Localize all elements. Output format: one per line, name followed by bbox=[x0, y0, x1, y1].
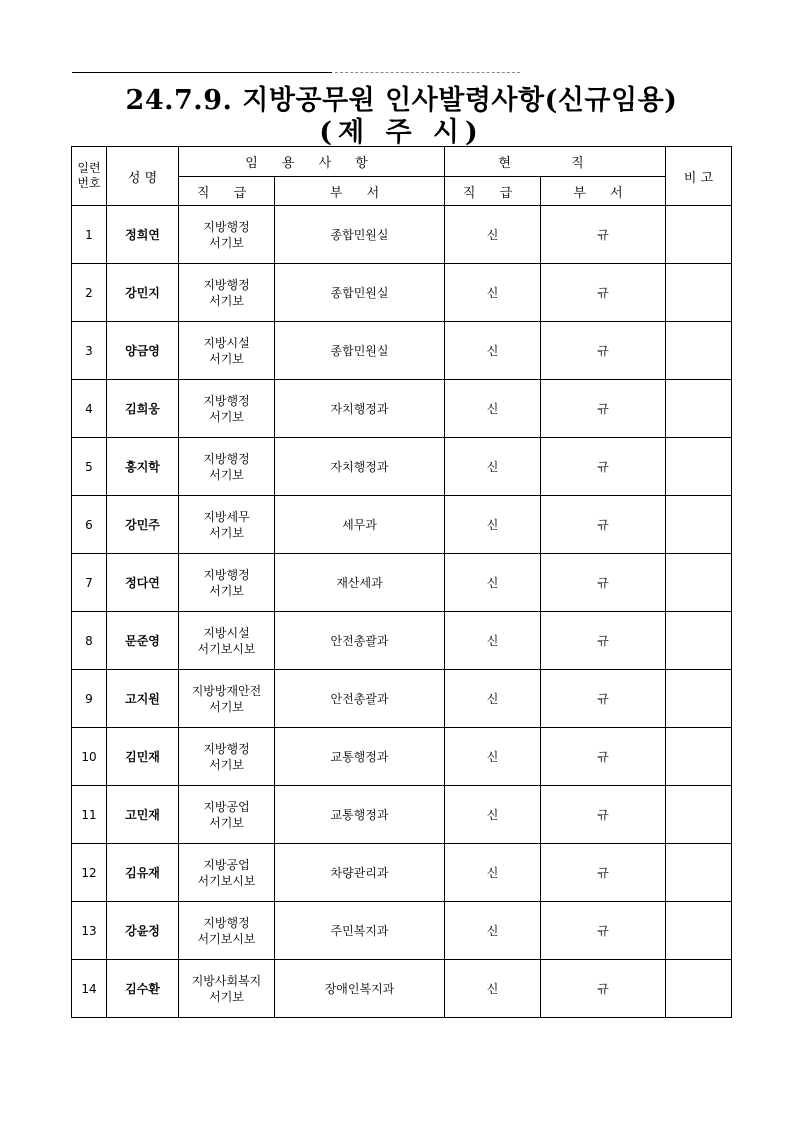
cell-cur-dept: 규 bbox=[541, 728, 666, 786]
cell-rank-line2: 서기보 bbox=[209, 525, 244, 540]
cell-dept: 교통행정과 bbox=[275, 728, 445, 786]
cell-name: 김유재 bbox=[107, 844, 179, 902]
cell-note bbox=[666, 670, 732, 728]
cell-dept: 자치행정과 bbox=[275, 380, 445, 438]
cell-name: 강윤정 bbox=[107, 902, 179, 960]
cell-no: 12 bbox=[72, 844, 107, 902]
cell-rank bbox=[179, 844, 275, 902]
cell-rank bbox=[179, 438, 275, 496]
cell-no: 13 bbox=[72, 902, 107, 960]
cell-rank-line2: 서기보 bbox=[209, 699, 244, 714]
cell-cur-dept: 규 bbox=[541, 554, 666, 612]
cell-rank bbox=[179, 264, 275, 322]
table-row bbox=[72, 438, 732, 496]
cell-dept: 장애인복지과 bbox=[275, 960, 445, 1018]
cell-note bbox=[666, 554, 732, 612]
cell-note bbox=[666, 206, 732, 264]
cell-rank-line1: 지방공업 bbox=[203, 857, 250, 872]
cell-rank bbox=[179, 554, 275, 612]
header-cur-dept: 부 서 bbox=[541, 177, 666, 206]
cell-cur-dept: 규 bbox=[541, 786, 666, 844]
header-dept: 부 서 bbox=[275, 177, 445, 206]
cell-no: 5 bbox=[72, 438, 107, 496]
cell-cur-rank: 신 bbox=[445, 322, 541, 380]
cell-cur-rank: 신 bbox=[445, 438, 541, 496]
table-row bbox=[72, 496, 732, 554]
cell-rank bbox=[179, 322, 275, 380]
cell-dept: 자치행정과 bbox=[275, 438, 445, 496]
cell-rank-line1: 지방시설 bbox=[203, 335, 250, 350]
cell-rank-line2: 서기보 bbox=[209, 409, 244, 424]
header-name: 성 명 bbox=[107, 147, 179, 206]
cell-rank-line2: 서기보시보 bbox=[197, 873, 256, 888]
cell-rank-line1: 지방공업 bbox=[203, 799, 250, 814]
cell-note bbox=[666, 902, 732, 960]
cell-name: 김수환 bbox=[107, 960, 179, 1018]
cell-dept: 세무과 bbox=[275, 496, 445, 554]
top-rule-faint bbox=[335, 72, 520, 73]
cell-dept: 차량관리과 bbox=[275, 844, 445, 902]
cell-rank-line1: 지방행정 bbox=[203, 915, 250, 930]
cell-cur-rank: 신 bbox=[445, 496, 541, 554]
header-cur-rank: 직 급 bbox=[445, 177, 541, 206]
table-row bbox=[72, 670, 732, 728]
cell-name: 문준영 bbox=[107, 612, 179, 670]
cell-cur-dept: 규 bbox=[541, 380, 666, 438]
table-row bbox=[72, 322, 732, 380]
table-row bbox=[72, 554, 732, 612]
cell-name: 고민재 bbox=[107, 786, 179, 844]
cell-rank bbox=[179, 902, 275, 960]
cell-rank-line2: 서기보 bbox=[209, 815, 244, 830]
cell-rank-line1: 지방세무 bbox=[203, 509, 250, 524]
cell-cur-rank: 신 bbox=[445, 786, 541, 844]
cell-cur-dept: 규 bbox=[541, 960, 666, 1018]
cell-note bbox=[666, 438, 732, 496]
appointment-table bbox=[71, 146, 732, 1018]
cell-rank-line2: 서기보 bbox=[209, 583, 244, 598]
cell-rank-line2: 서기보 bbox=[209, 293, 244, 308]
cell-dept: 안전총괄과 bbox=[275, 670, 445, 728]
cell-cur-dept: 규 bbox=[541, 902, 666, 960]
header-serial-b: 번호 bbox=[77, 176, 101, 190]
cell-cur-rank: 신 bbox=[445, 728, 541, 786]
cell-note bbox=[666, 380, 732, 438]
cell-rank-line2: 서기보 bbox=[209, 989, 244, 1004]
cell-dept: 안전총괄과 bbox=[275, 612, 445, 670]
cell-rank-line1: 지방행정 bbox=[203, 741, 250, 756]
cell-name: 홍지학 bbox=[107, 438, 179, 496]
document-subtitle: (제 주 시) bbox=[319, 117, 484, 148]
cell-rank-line2: 서기보 bbox=[209, 235, 244, 250]
table-row bbox=[72, 786, 732, 844]
header-serial bbox=[72, 147, 107, 206]
top-rule bbox=[72, 72, 332, 73]
cell-no: 6 bbox=[72, 496, 107, 554]
table-row bbox=[72, 612, 732, 670]
table-row bbox=[72, 844, 732, 902]
cell-rank bbox=[179, 670, 275, 728]
cell-cur-rank: 신 bbox=[445, 902, 541, 960]
header-current: 현 직 bbox=[445, 147, 666, 177]
cell-name: 정희연 bbox=[107, 206, 179, 264]
cell-note bbox=[666, 844, 732, 902]
cell-rank bbox=[179, 206, 275, 264]
cell-rank-line1: 지방행정 bbox=[203, 393, 250, 408]
cell-rank-line2: 서기보 bbox=[209, 351, 244, 366]
cell-name: 고지원 bbox=[107, 670, 179, 728]
header-rank: 직 급 bbox=[179, 177, 275, 206]
cell-rank-line1: 지방사회복지 bbox=[191, 973, 262, 988]
cell-no: 9 bbox=[72, 670, 107, 728]
cell-note bbox=[666, 728, 732, 786]
cell-cur-rank: 신 bbox=[445, 380, 541, 438]
cell-cur-dept: 규 bbox=[541, 670, 666, 728]
cell-name: 정다연 bbox=[107, 554, 179, 612]
cell-note bbox=[666, 960, 732, 1018]
cell-no: 4 bbox=[72, 380, 107, 438]
cell-rank-line1: 지방행정 bbox=[203, 567, 250, 582]
cell-dept: 주민복지과 bbox=[275, 902, 445, 960]
cell-no: 7 bbox=[72, 554, 107, 612]
cell-rank bbox=[179, 612, 275, 670]
cell-rank bbox=[179, 786, 275, 844]
cell-no: 10 bbox=[72, 728, 107, 786]
cell-cur-dept: 규 bbox=[541, 322, 666, 380]
cell-dept: 종합민원실 bbox=[275, 264, 445, 322]
cell-cur-dept: 규 bbox=[541, 264, 666, 322]
cell-dept: 교통행정과 bbox=[275, 786, 445, 844]
cell-cur-dept: 규 bbox=[541, 496, 666, 554]
cell-rank-line1: 지방행정 bbox=[203, 219, 250, 234]
table-row bbox=[72, 960, 732, 1018]
cell-rank-line1: 지방방재안전 bbox=[191, 683, 262, 698]
cell-name: 김민재 bbox=[107, 728, 179, 786]
cell-name: 강민지 bbox=[107, 264, 179, 322]
cell-rank-line2: 서기보 bbox=[209, 757, 244, 772]
cell-cur-dept: 규 bbox=[541, 844, 666, 902]
cell-note bbox=[666, 322, 732, 380]
cell-name: 강민주 bbox=[107, 496, 179, 554]
table-row bbox=[72, 380, 732, 438]
cell-cur-rank: 신 bbox=[445, 264, 541, 322]
document-title: 24.7.9. 지방공무원 인사발령사항(신규임용) bbox=[125, 85, 678, 116]
cell-rank-line2: 서기보시보 bbox=[197, 641, 256, 656]
cell-name: 양금영 bbox=[107, 322, 179, 380]
cell-name: 김희웅 bbox=[107, 380, 179, 438]
cell-rank-line1: 지방행정 bbox=[203, 451, 250, 466]
header-appointment: 임 용 사 항 bbox=[179, 147, 445, 177]
cell-note bbox=[666, 496, 732, 554]
cell-rank-line2: 서기보 bbox=[209, 467, 244, 482]
cell-cur-rank: 신 bbox=[445, 206, 541, 264]
cell-no: 3 bbox=[72, 322, 107, 380]
cell-cur-rank: 신 bbox=[445, 960, 541, 1018]
table-row bbox=[72, 728, 732, 786]
table-row bbox=[72, 902, 732, 960]
cell-note bbox=[666, 612, 732, 670]
cell-no: 2 bbox=[72, 264, 107, 322]
cell-rank bbox=[179, 728, 275, 786]
cell-cur-rank: 신 bbox=[445, 612, 541, 670]
cell-dept: 종합민원실 bbox=[275, 206, 445, 264]
cell-rank-line1: 지방시설 bbox=[203, 625, 250, 640]
cell-rank bbox=[179, 496, 275, 554]
header-serial-a: 일련 bbox=[77, 161, 101, 175]
cell-cur-dept: 규 bbox=[541, 612, 666, 670]
cell-rank-line1: 지방행정 bbox=[203, 277, 250, 292]
cell-no: 14 bbox=[72, 960, 107, 1018]
cell-no: 8 bbox=[72, 612, 107, 670]
cell-rank-line2: 서기보시보 bbox=[197, 931, 256, 946]
cell-rank bbox=[179, 960, 275, 1018]
cell-no: 1 bbox=[72, 206, 107, 264]
cell-cur-rank: 신 bbox=[445, 670, 541, 728]
cell-note bbox=[666, 786, 732, 844]
header-note: 비 고 bbox=[666, 147, 732, 206]
cell-rank bbox=[179, 380, 275, 438]
cell-no: 11 bbox=[72, 786, 107, 844]
cell-cur-rank: 신 bbox=[445, 844, 541, 902]
cell-dept: 종합민원실 bbox=[275, 322, 445, 380]
table-row bbox=[72, 206, 732, 264]
cell-cur-dept: 규 bbox=[541, 438, 666, 496]
cell-cur-rank: 신 bbox=[445, 554, 541, 612]
cell-dept: 재산세과 bbox=[275, 554, 445, 612]
cell-cur-dept: 규 bbox=[541, 206, 666, 264]
table-row bbox=[72, 264, 732, 322]
cell-note bbox=[666, 264, 732, 322]
